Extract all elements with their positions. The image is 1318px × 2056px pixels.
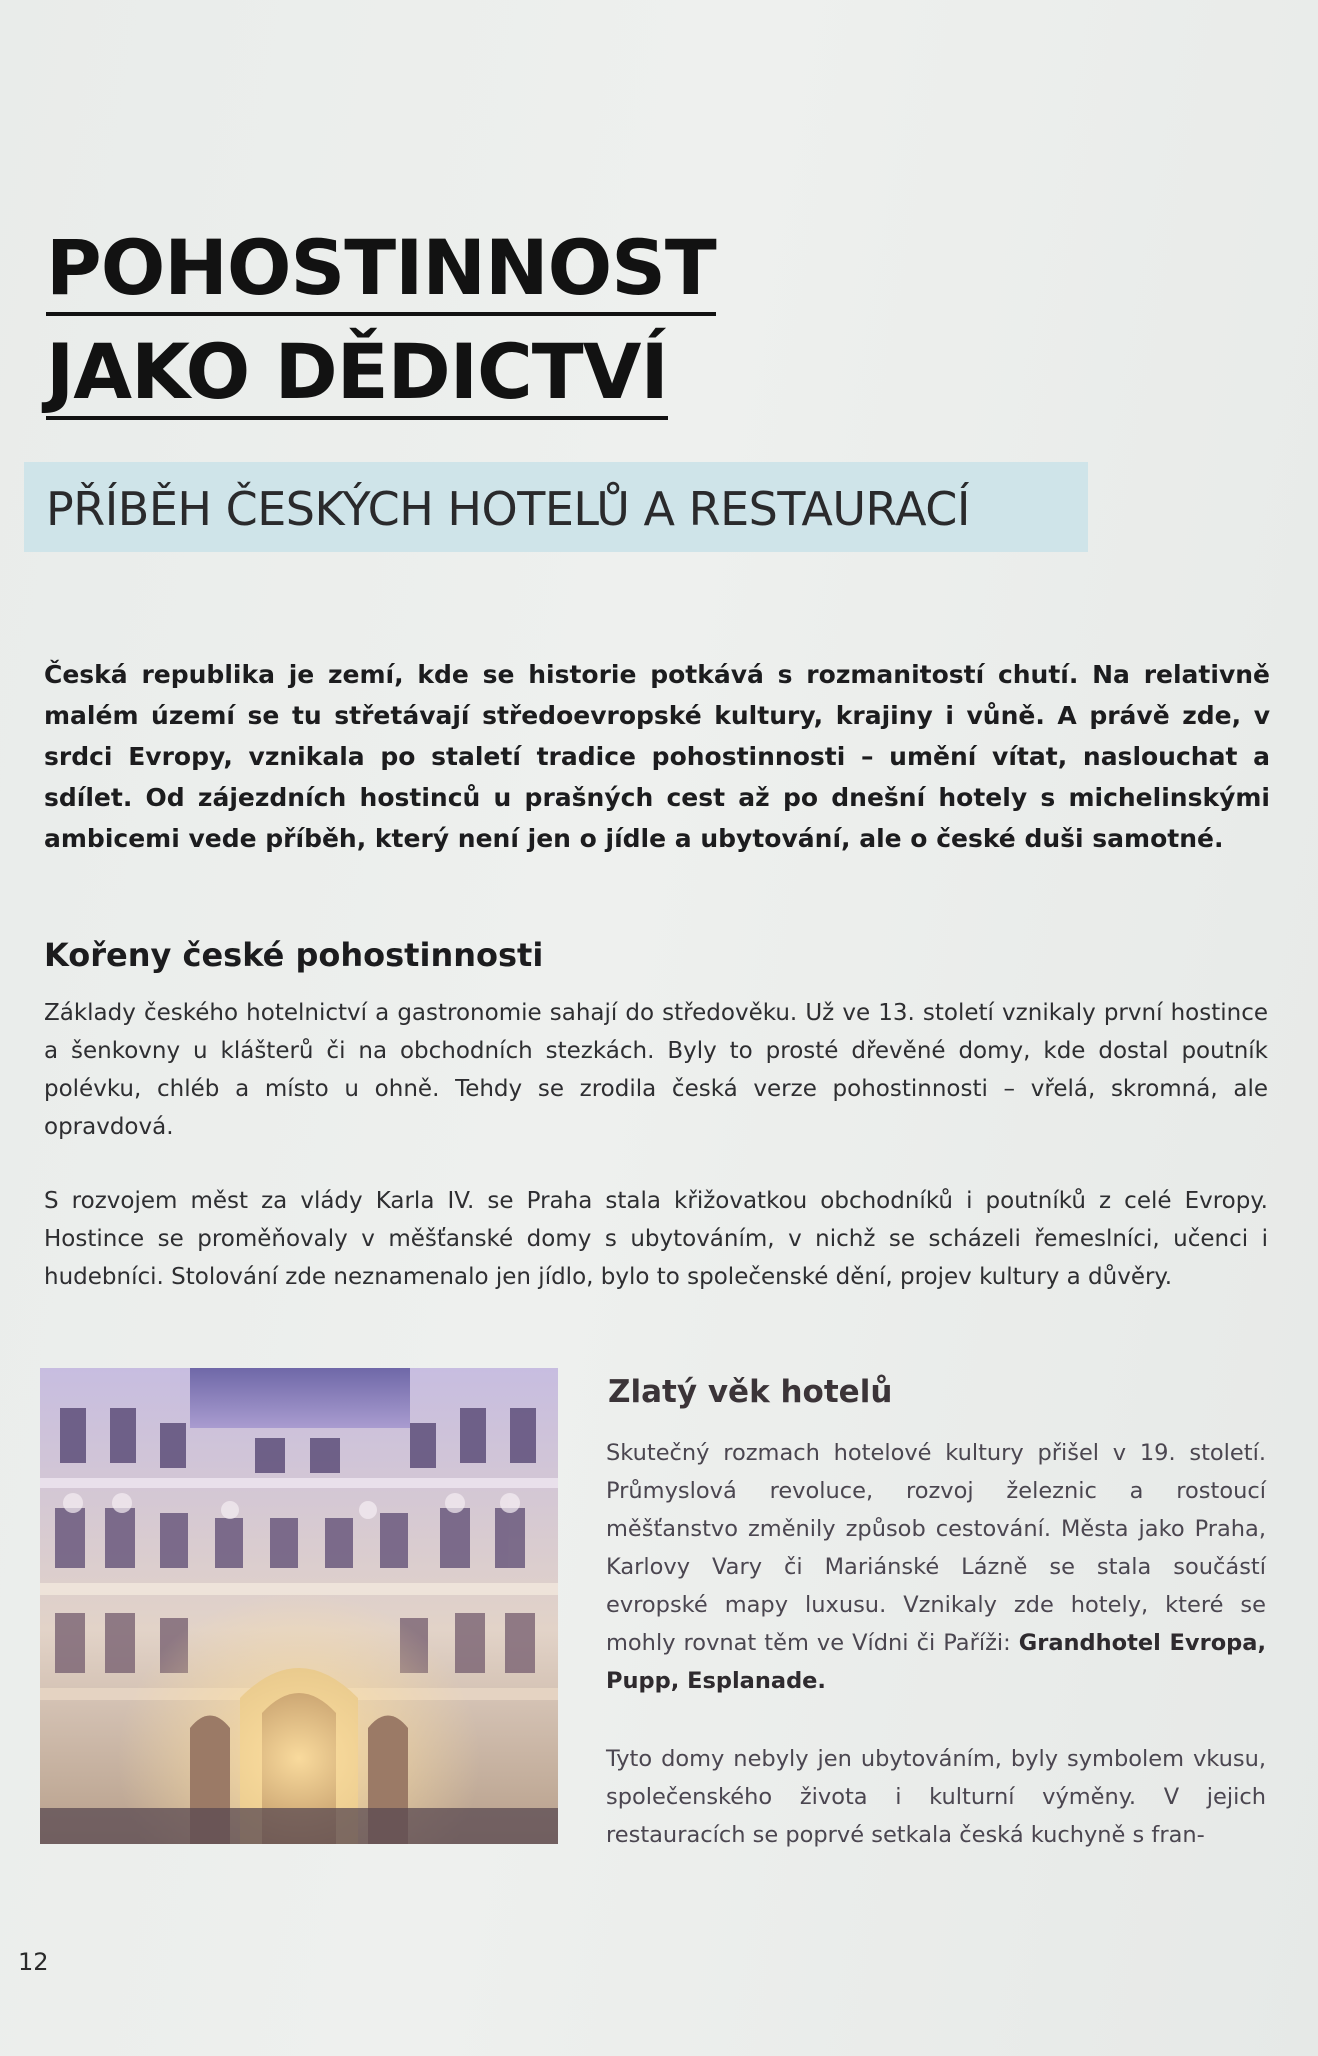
golden-age-paragraph-1 [606,1434,1266,1700]
title-line-2: JAKO DĚDICTVÍ [46,334,668,420]
hotel-courtyard-photo [40,1368,558,1844]
section-heading-golden-age: Zlatý věk hotelů [608,1374,893,1410]
roots-paragraph-1: Základy českého hotelnictví a gastronomie sahají do středověku. Už ve 13. století vznikaly první hostince a šenkovny u klášterů či na obchodních stezkách. Byly to prosté dřevěné domy, kde dostal poutník polévku, chléb a místo u ohně. Tehdy se zrodila česká verze pohostinnosti – vřelá, skromná, ale opravdová. [44,1000,1268,1140]
title-line-1: POHOSTINNOST [46,230,716,316]
hotel-names: Grandhotel Evropa, Pupp, Esplanade. [606,1630,1266,1694]
subtitle: PŘÍBĚH ČESKÝCH HOTELŮ A RESTAURACÍ [46,482,970,536]
page-number: 12 [18,1948,49,1976]
section-heading-roots: Kořeny české pohostinnosti [44,936,544,974]
subtitle-banner [24,462,1088,552]
golden-age-paragraph-2: Tyto domy nebyly jen ubytováním, byly symbolem vkusu, společenského života i kulturní výměny. V jejich restauracích se poprvé setkala česká kuchyně s fran- [606,1746,1266,1848]
roots-paragraph-2: S rozvojem měst za vlády Karla IV. se Praha stala křižovatkou obchodníků i poutníků z celé Evropy. Hostince se proměňovaly v měšťanské domy s ubytováním, v nichž se scházeli řemeslníci, učenci i hudebníci. Stolování zde neznamenalo jen jídlo, bylo to společenské dění, projev kultury a důvěry. [44,1188,1268,1290]
golden-age-paragraph-1-text: Skutečný rozmach hotelové kultury přišel v 19. století. Průmyslová revoluce, rozvoj železnic a rostoucí měšťanstvo změnily způsob cestování. Města jako Praha, Karlovy Vary či Mariánské Lázně se stala součástí evropské mapy luxusu. Vznikaly zde hotely, které se mohly rovnat těm ve Vídni či Paříži: [606,1440,1266,1656]
intro-paragraph: Česká republika je zemí, kde se historie potkává s rozmanitostí chutí. Na relativně malém území se tu střetávají středoevropské kultury, krajiny i vůně. A právě zde, v srdci Evropy, vznikala po staletí tradice pohostinnosti – umění vítat, naslouchat a sdílet. Od zájezdních hostinců u prašných cest až po dnešní hotely s michelinskými ambicemi vede příběh, který není jen o jídle a ubytování, ale o české duši samotné. [44,660,1270,853]
